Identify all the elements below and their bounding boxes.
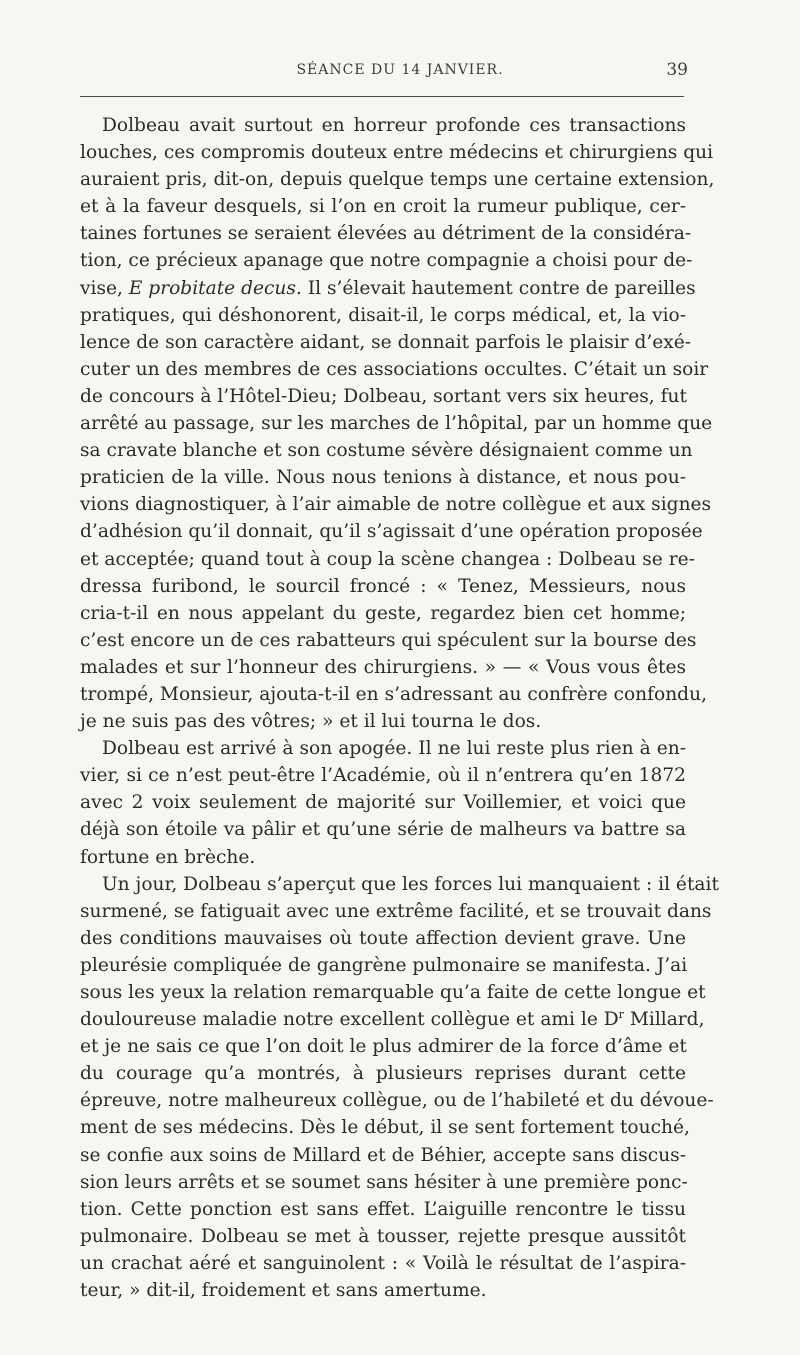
running-head bbox=[0, 62, 800, 86]
header-rule bbox=[80, 96, 684, 97]
text-line: trompé, Monsieur, ajouta-t-il en s’adressant au confrère confondu, bbox=[80, 683, 707, 705]
text-line: lence de son caractère aidant, se donnait parfois le plaisir d’exé- bbox=[80, 331, 692, 353]
text-line: pulmonaire. Dolbeau se met à tousser, rejette presque aussitôt bbox=[80, 1225, 686, 1247]
text-line-with-motto bbox=[80, 275, 696, 302]
text-fragment: vise, bbox=[80, 277, 129, 299]
text-line: ment de ses médecins. Dès le début, il se sent fortement touché, bbox=[80, 1117, 690, 1139]
text-line: malades et sur l’honneur des chirurgiens. » — « Vous vous êtes bbox=[80, 656, 686, 678]
text-line: de concours à l’Hôtel-Dieu; Dolbeau, sortant vers six heures, fut bbox=[80, 385, 687, 407]
text-line: se confie aux soins de Millard et de Béhier, accepte sans discus- bbox=[80, 1144, 686, 1166]
text-line: et à la faveur desquels, si l’on en croit la rumeur publique, cer- bbox=[80, 196, 686, 218]
text-fragment: douloureuse maladie notre excellent collègue et ami le D bbox=[80, 1009, 619, 1031]
text-fragment: Millard, bbox=[623, 1009, 705, 1031]
text-line: auraient pris, dit-on, depuis quelque temps une certaine extension, bbox=[80, 169, 715, 191]
text-line: Dolbeau avait surtout en horreur profonde ces transactions bbox=[102, 115, 686, 136]
latin-motto: E probitate decus. bbox=[128, 277, 302, 299]
text-line: vions diagnostiquer, à l’air aimable de notre collègue et aux signes bbox=[80, 494, 712, 516]
text-line: vier, si ce n’est peut-être l’Académie, où il n’entrera qu’en 1872 bbox=[80, 765, 686, 787]
text-line: pratiques, qui déshonorent, disait-il, le corps médical, et, la vio- bbox=[80, 304, 686, 326]
text-line: sion leurs arrêts et se soumet sans hésiter à une première ponc- bbox=[80, 1171, 688, 1193]
text-line: et acceptée; quand tout à coup la scène changea : Dolbeau se re- bbox=[80, 548, 695, 570]
paragraph-1 bbox=[80, 112, 715, 735]
text-line: déjà son étoile va pâlir et qu’une série de malheurs va battre sa bbox=[80, 819, 686, 841]
text-line: sa cravate blanche et son costume sévère désignaient comme un bbox=[80, 440, 693, 462]
text-line: louches, ces compromis douteux entre médecins et chirurgiens qui bbox=[80, 142, 714, 164]
text-line: taines fortunes se seraient élevées au détriment de la considéra- bbox=[80, 223, 692, 245]
text-line: tion. Cette ponction est sans effet. L’aiguille rencontre le tissu bbox=[80, 1198, 686, 1220]
body-text bbox=[80, 112, 719, 1304]
text-line: arrêté au passage, sur les marches de l’hôpital, par un homme que bbox=[80, 413, 713, 435]
text-line: praticien de la ville. Nous nous tenions à distance, et nous pou- bbox=[80, 467, 686, 489]
paragraph-3 bbox=[80, 871, 719, 1305]
text-line: d’adhésion qu’il donnait, qu’il s’agissait d’une opération proposée bbox=[80, 521, 703, 543]
text-line: fortune en brèche. bbox=[80, 846, 256, 868]
text-line: épreuve, notre malheureux collègue, ou de l’habileté et du dévoue- bbox=[80, 1090, 714, 1112]
text-line: tion, ce précieux apanage que notre compagnie a choisi pour de- bbox=[80, 250, 693, 272]
text-line: cria-t-il en nous appelant du geste, regardez bien cet homme; bbox=[80, 602, 686, 624]
text-line: dressa furibond, le sourcil froncé : « Tenez, Messieurs, nous bbox=[80, 575, 686, 597]
page-number: 39 bbox=[666, 60, 688, 80]
text-line: teur, » dit-il, froidement et sans amertume. bbox=[80, 1280, 487, 1302]
text-line: pleurésie compliquée de gangrène pulmonaire se manifesta. J’ai bbox=[80, 954, 688, 976]
text-line: un crachat aéré et sanguinolent : « Voilà le résultat de l’aspira- bbox=[80, 1252, 686, 1274]
text-line: c’est encore un de ces rabatteurs qui spéculent sur la bourse des bbox=[80, 629, 697, 651]
text-line: des conditions mauvaises où toute affection devient grave. Une bbox=[80, 927, 686, 949]
text-line: sous les yeux la relation remarquable qu’a faite de cette longue et bbox=[80, 982, 706, 1003]
doctor-superscript: r bbox=[618, 1007, 624, 1021]
text-line: cuter un des membres de ces associations occultes. C’était un soir bbox=[80, 358, 709, 380]
paragraph-2 bbox=[80, 735, 686, 870]
text-line: avec 2 voix seulement de majorité sur Voillemier, et voici que bbox=[80, 792, 686, 814]
text-line: surmené, se fatiguait avec une extrême facilité, et se trouvait dans bbox=[80, 900, 712, 922]
text-line: et je ne sais ce que l’on doit le plus admirer de la force d’âme et bbox=[80, 1036, 687, 1058]
text-line-with-doctor bbox=[80, 1006, 705, 1033]
text-line: je ne suis pas des vôtres; » et il lui tourna le dos. bbox=[80, 711, 542, 733]
text-line: Un jour, Dolbeau s’aperçut que les forces lui manquaient : il était bbox=[102, 873, 719, 895]
text-line: Dolbeau est arrivé à son apogée. Il ne lui reste plus rien à en- bbox=[102, 738, 686, 760]
text-line: du courage qu’a montrés, à plusieurs reprises durant cette bbox=[80, 1063, 686, 1085]
running-head-title: SÉANCE DU 14 JANVIER. bbox=[296, 62, 504, 78]
text-fragment: Il s’élevait hautement contre de pareilles bbox=[301, 277, 696, 299]
